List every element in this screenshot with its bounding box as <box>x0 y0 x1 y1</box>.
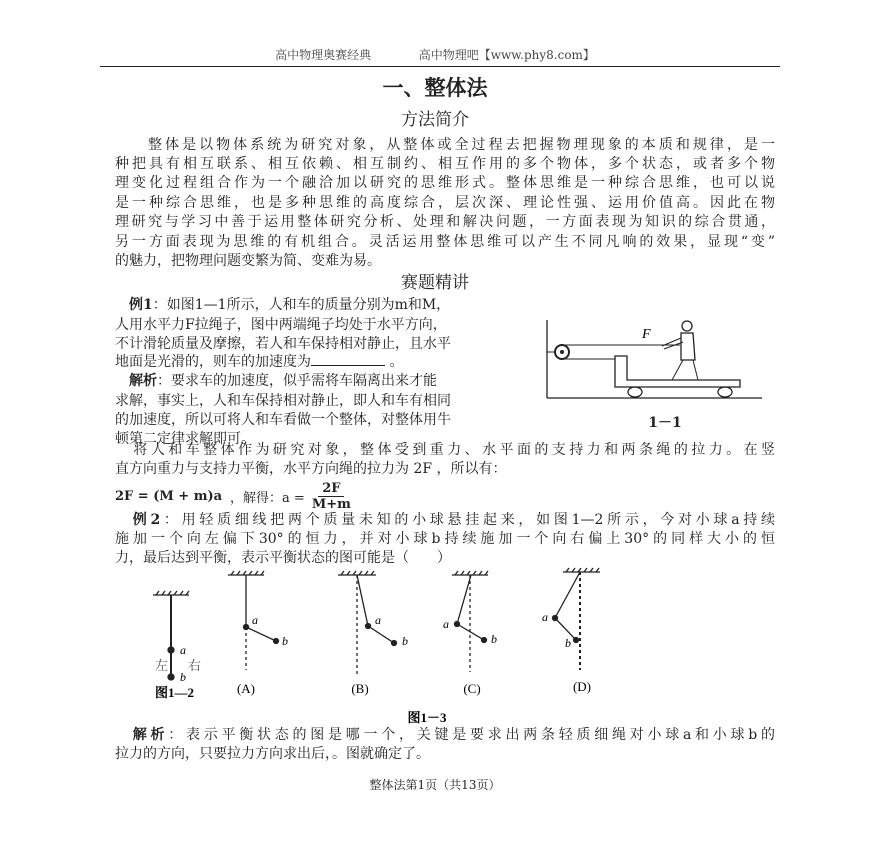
option-b-label: (B) <box>351 681 369 696</box>
example-label: 例2 <box>129 512 161 528</box>
option-d-label: (D) <box>572 679 592 694</box>
example-line: 施加一个向左偏下30°的恒力，并对小球b持续施加一个向右偏上30°的同样大小的恒 <box>115 531 775 547</box>
ball-b-label: b <box>180 670 186 684</box>
analysis-line: 的加速度，所以可将人和车看做一个整体，对整体用牛 <box>115 412 451 428</box>
section-heading-problems: 赛题精讲 <box>401 273 469 293</box>
ball-a-label: a <box>375 613 381 627</box>
intro-line: 整体是以物体系统为研究对象，从整体或全过程去把握物理现象的本质和规律，是一 <box>145 137 775 153</box>
intro-line: 另一方面表现为思维的有机组合。灵活运用整体思维可以产生不同凡响的效果，显现“变” <box>115 234 775 250</box>
ball-a-label: a <box>180 643 186 657</box>
formula-lhs: 2F = (M + m)a <box>115 488 223 504</box>
intro-line: 的魅力，把物理问题变繁为简、变难为易。 <box>115 253 381 269</box>
formula-solve: ，解得：a = <box>230 490 305 506</box>
text-line: 将人和车整体作为研究对象，整体受到重力、水平面的支持力和两条绳的拉力。在竖 <box>130 442 775 458</box>
ball-a-label: a <box>443 617 449 631</box>
analysis-line: ：表示平衡状态的图是哪一个，关键是要求出两条轻质细绳对小球a和小球b的 <box>168 727 775 743</box>
fraction-denominator: M+m <box>311 496 351 512</box>
ball-a-label: a <box>542 610 548 624</box>
figure-caption: 1－1 <box>648 415 682 431</box>
intro-line: 是一种综合思维，也是多种思维的高度综合，层次深、理论性强、运用价值高。因此在物 <box>115 195 775 211</box>
page-title: 一、整体法 <box>382 75 488 100</box>
example-line: ：用轻质细线把两个质量未知的小球悬挂起来，如图1—2所示，今对小球a持续 <box>160 512 775 528</box>
figure-1-3-caption: 图1－3 <box>407 710 447 725</box>
fraction-numerator: 2F <box>318 481 344 497</box>
right-label: 右 <box>188 658 202 673</box>
analysis-line: ：要求车的加速度，似乎需将车隔离出来才能 <box>157 373 437 389</box>
option-d-diagram <box>553 568 601 670</box>
example-line: 不计滑轮质量及摩擦，若人和车保持相对静止，且水平 <box>115 336 451 352</box>
ball-b-label: b <box>402 634 408 648</box>
left-label: 左 <box>155 658 169 673</box>
analysis-line: 顿第二定律求解即可。 <box>115 431 255 447</box>
intro-line: 理研究与学习中善于运用整体研究分析、处理和解决问题，一方面表现为知识的综合贯通， <box>115 214 775 230</box>
analysis-label: 解析 <box>129 373 157 389</box>
ball-a-label: a <box>252 613 258 627</box>
header-right: 高中物理吧【www.phy8.com】 <box>418 48 595 62</box>
ball-b-label: b <box>282 634 288 648</box>
section-heading-intro: 方法简介 <box>401 110 469 130</box>
example-label: 例1 <box>129 297 153 313</box>
example-line: 力，最后达到平衡，表示平衡状态的图可能是（ ） <box>115 550 451 566</box>
option-b-diagram <box>338 571 397 675</box>
option-c-label: (C) <box>463 681 481 696</box>
period: 。 <box>389 354 404 370</box>
analysis-line: 求解，事实上，人和车保持相对静止，即人和车有相同 <box>115 393 451 409</box>
text-line: 直方向重力与支持力平衡，水平方向绳的拉力为 2F ，所以有： <box>115 461 507 477</box>
ball-b-label: b <box>491 632 497 646</box>
option-c-diagram <box>452 571 488 672</box>
page-footer: 整体法第1页（共13页） <box>369 778 501 792</box>
analysis-label: 解析 <box>129 727 169 743</box>
example-line: 人用水平力F拉绳子，图中两端绳子均处于水平方向， <box>115 317 447 333</box>
example-line: 地面是光滑的，则车的加速度为 <box>115 354 311 370</box>
example-line: ：如图1—1所示，人和车的质量分别为m和M， <box>152 297 451 313</box>
figure-1-2-caption: 图1—2 <box>155 685 195 700</box>
intro-line: 理变化过程组合作为一个融洽加以研究的思维形式。整体思维是一种综合思维，也可以说 <box>115 175 775 191</box>
intro-line: 种把具有相互联系、相互依赖、相互制约、相互作用的多个物体，多个状态，或者多个物 <box>115 156 775 172</box>
force-label: F <box>642 327 651 342</box>
analysis-line: 拉力的方向，只要拉力方向求出后，。图就确定了。 <box>115 746 430 762</box>
header-left: 高中物理奥赛经典 <box>275 48 372 62</box>
ball-b-label: b <box>565 636 571 650</box>
option-a-label: (A) <box>236 681 256 696</box>
